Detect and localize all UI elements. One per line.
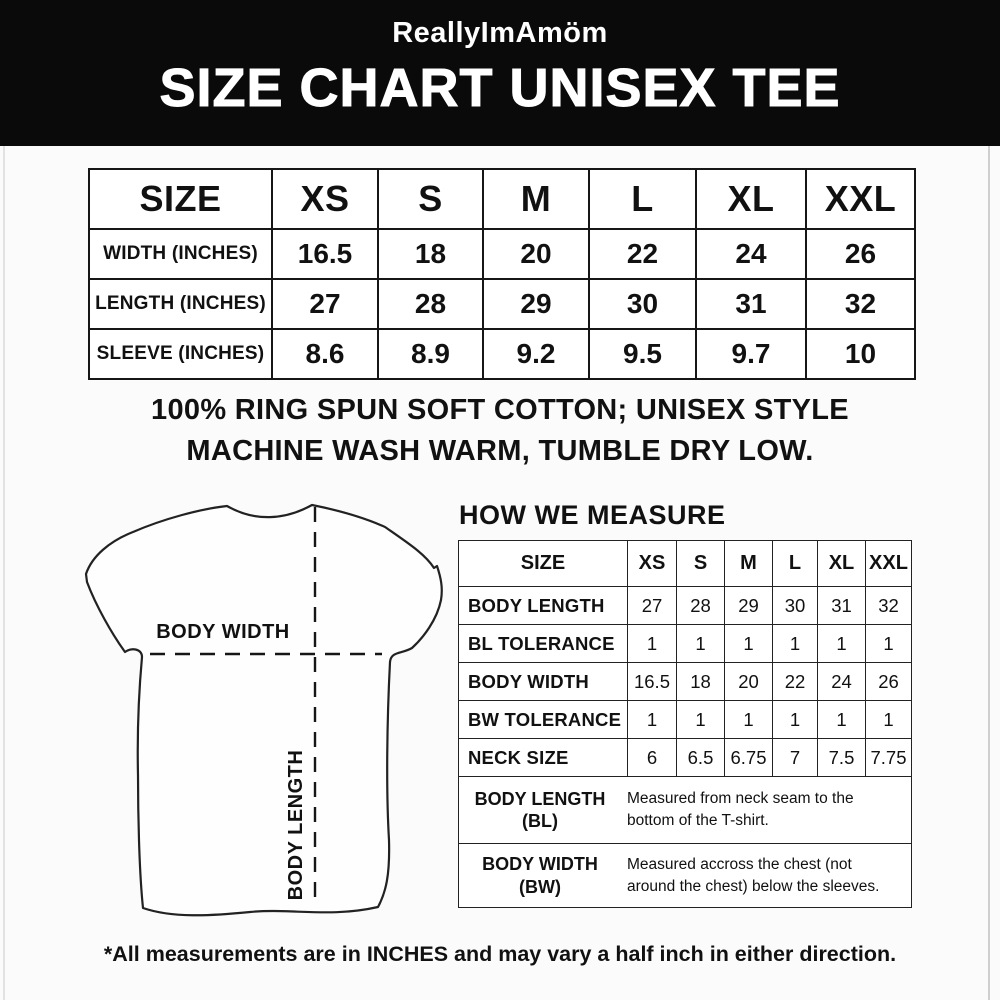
size-value-cell: 9.2 xyxy=(483,329,589,379)
size-value-cell: 8.6 xyxy=(272,329,378,379)
definition-description: Measured accross the chest (not around the chest) below the sleeves. xyxy=(627,855,880,895)
size-value-cell: 10 xyxy=(806,329,915,379)
size-value-cell: 8.9 xyxy=(378,329,483,379)
size-value-cell: 32 xyxy=(806,279,915,329)
measure-value-cell: 1 xyxy=(818,701,866,739)
measure-table xyxy=(458,540,912,908)
footnote-emphasis: INCHES xyxy=(366,942,449,966)
measure-value-cell: 1 xyxy=(818,625,866,663)
measure-row-bw-tolerance xyxy=(459,701,912,739)
measure-value-cell: 1 xyxy=(628,701,677,739)
measure-header-cell: SIZE xyxy=(459,541,628,587)
size-value-cell: 26 xyxy=(806,229,915,279)
size-value-cell: 16.5 xyxy=(272,229,378,279)
footnote-prefix: *All measurements are in xyxy=(103,942,367,966)
measure-value-cell: 7.75 xyxy=(866,739,912,777)
care-line-2: MACHINE WASH WARM, TUMBLE DRY LOW. xyxy=(186,434,814,467)
size-value-cell: 9.5 xyxy=(589,329,696,379)
size-value-cell: 28 xyxy=(378,279,483,329)
row-label: NECK SIZE xyxy=(459,739,628,777)
measure-header-cell: XS xyxy=(628,541,677,587)
definition-row-body-width xyxy=(459,844,912,908)
measure-header-cell: M xyxy=(725,541,773,587)
size-value-cell: 9.7 xyxy=(696,329,806,379)
measure-value-cell: 32 xyxy=(866,587,912,625)
size-value-cell: 30 xyxy=(589,279,696,329)
measure-row-body-length xyxy=(459,587,912,625)
footnote-suffix: and may vary a half inch in either direction. xyxy=(448,942,897,966)
size-value-cell: 20 xyxy=(483,229,589,279)
size-value-cell: 31 xyxy=(696,279,806,329)
measure-value-cell: 26 xyxy=(866,663,912,701)
measure-row-body-width xyxy=(459,663,912,701)
measure-value-cell: 1 xyxy=(677,701,725,739)
tshirt-measure-diagram xyxy=(60,490,470,940)
definition-description: Measured from neck seam to the bottom of the T-shirt. xyxy=(627,790,854,829)
measure-value-cell: 20 xyxy=(725,663,773,701)
body-width-label: BODY WIDTH xyxy=(156,621,290,643)
measure-header-cell: XL xyxy=(818,541,866,587)
measurement-footnote xyxy=(0,942,1000,967)
tshirt-outline-illustration xyxy=(60,490,470,940)
size-table-header-cell: S xyxy=(378,169,483,229)
size-value-cell: 22 xyxy=(589,229,696,279)
measure-value-cell: 6.75 xyxy=(725,739,773,777)
size-value-cell: 29 xyxy=(483,279,589,329)
row-label: LENGTH (INCHES) xyxy=(89,279,272,329)
measure-value-cell: 6 xyxy=(628,739,677,777)
size-table-row-sleeve xyxy=(89,329,915,379)
brand-logo: ReallyImAmöm xyxy=(392,17,608,49)
care-line-1: 100% RING SPUN SOFT COTTON; UNISEX STYLE xyxy=(151,394,849,426)
measure-header-cell: L xyxy=(773,541,818,587)
size-table-header-cell: XL xyxy=(696,169,806,229)
row-label: BODY WIDTH xyxy=(459,663,628,701)
measure-value-cell: 29 xyxy=(725,587,773,625)
size-table-row-width xyxy=(89,229,915,279)
measure-value-cell: 1 xyxy=(725,625,773,663)
row-label: SLEEVE (INCHES) xyxy=(89,329,272,379)
row-label: BODY LENGTH xyxy=(459,587,628,625)
size-table-header-cell: XXL xyxy=(806,169,915,229)
size-table xyxy=(88,168,916,380)
measure-value-cell: 28 xyxy=(677,587,725,625)
measure-value-cell: 18 xyxy=(677,663,725,701)
size-table-row-length xyxy=(89,279,915,329)
measure-value-cell: 31 xyxy=(818,587,866,625)
measure-value-cell: 7 xyxy=(773,739,818,777)
measure-row-bl-tolerance xyxy=(459,625,912,663)
header-banner xyxy=(0,0,1000,146)
measure-value-cell: 6.5 xyxy=(677,739,725,777)
definition-row-body-length xyxy=(459,777,912,844)
measure-value-cell: 1 xyxy=(866,701,912,739)
measure-header-cell: S xyxy=(677,541,725,587)
measure-value-cell: 22 xyxy=(773,663,818,701)
size-table-header-cell: SIZE xyxy=(89,169,272,229)
size-value-cell: 18 xyxy=(378,229,483,279)
row-label: BL TOLERANCE xyxy=(459,625,628,663)
measure-table-header-row xyxy=(459,541,912,587)
body-length-label: BODY LENGTH xyxy=(285,749,307,901)
row-label: WIDTH (INCHES) xyxy=(89,229,272,279)
measure-value-cell: 1 xyxy=(866,625,912,663)
size-value-cell: 24 xyxy=(696,229,806,279)
size-table-header-cell: XS xyxy=(272,169,378,229)
size-value-cell: 27 xyxy=(272,279,378,329)
measure-value-cell: 1 xyxy=(773,625,818,663)
size-table-header-row xyxy=(89,169,915,229)
care-instructions xyxy=(0,390,1000,471)
measure-header-cell: XXL xyxy=(866,541,912,587)
measure-value-cell: 1 xyxy=(773,701,818,739)
measure-value-cell: 24 xyxy=(818,663,866,701)
measure-value-cell: 7.5 xyxy=(818,739,866,777)
measure-row-neck-size xyxy=(459,739,912,777)
definition-term: BODY LENGTH (BL) xyxy=(474,788,606,831)
page-edge-line-right xyxy=(988,146,990,1000)
measure-value-cell: 1 xyxy=(628,625,677,663)
measure-value-cell: 16.5 xyxy=(628,663,677,701)
measure-value-cell: 1 xyxy=(677,625,725,663)
measure-section-heading: HOW WE MEASURE xyxy=(459,500,726,530)
measure-value-cell: 1 xyxy=(725,701,773,739)
size-table-header-cell: L xyxy=(589,169,696,229)
measure-value-cell: 27 xyxy=(628,587,677,625)
page-title: SIZE CHART UNISEX TEE xyxy=(159,58,841,118)
page-edge-line-left xyxy=(3,146,5,1000)
measure-value-cell: 30 xyxy=(773,587,818,625)
row-label: BW TOLERANCE xyxy=(459,701,628,739)
definition-term: BODY WIDTH (BW) xyxy=(482,854,598,897)
size-table-header-cell: M xyxy=(483,169,589,229)
